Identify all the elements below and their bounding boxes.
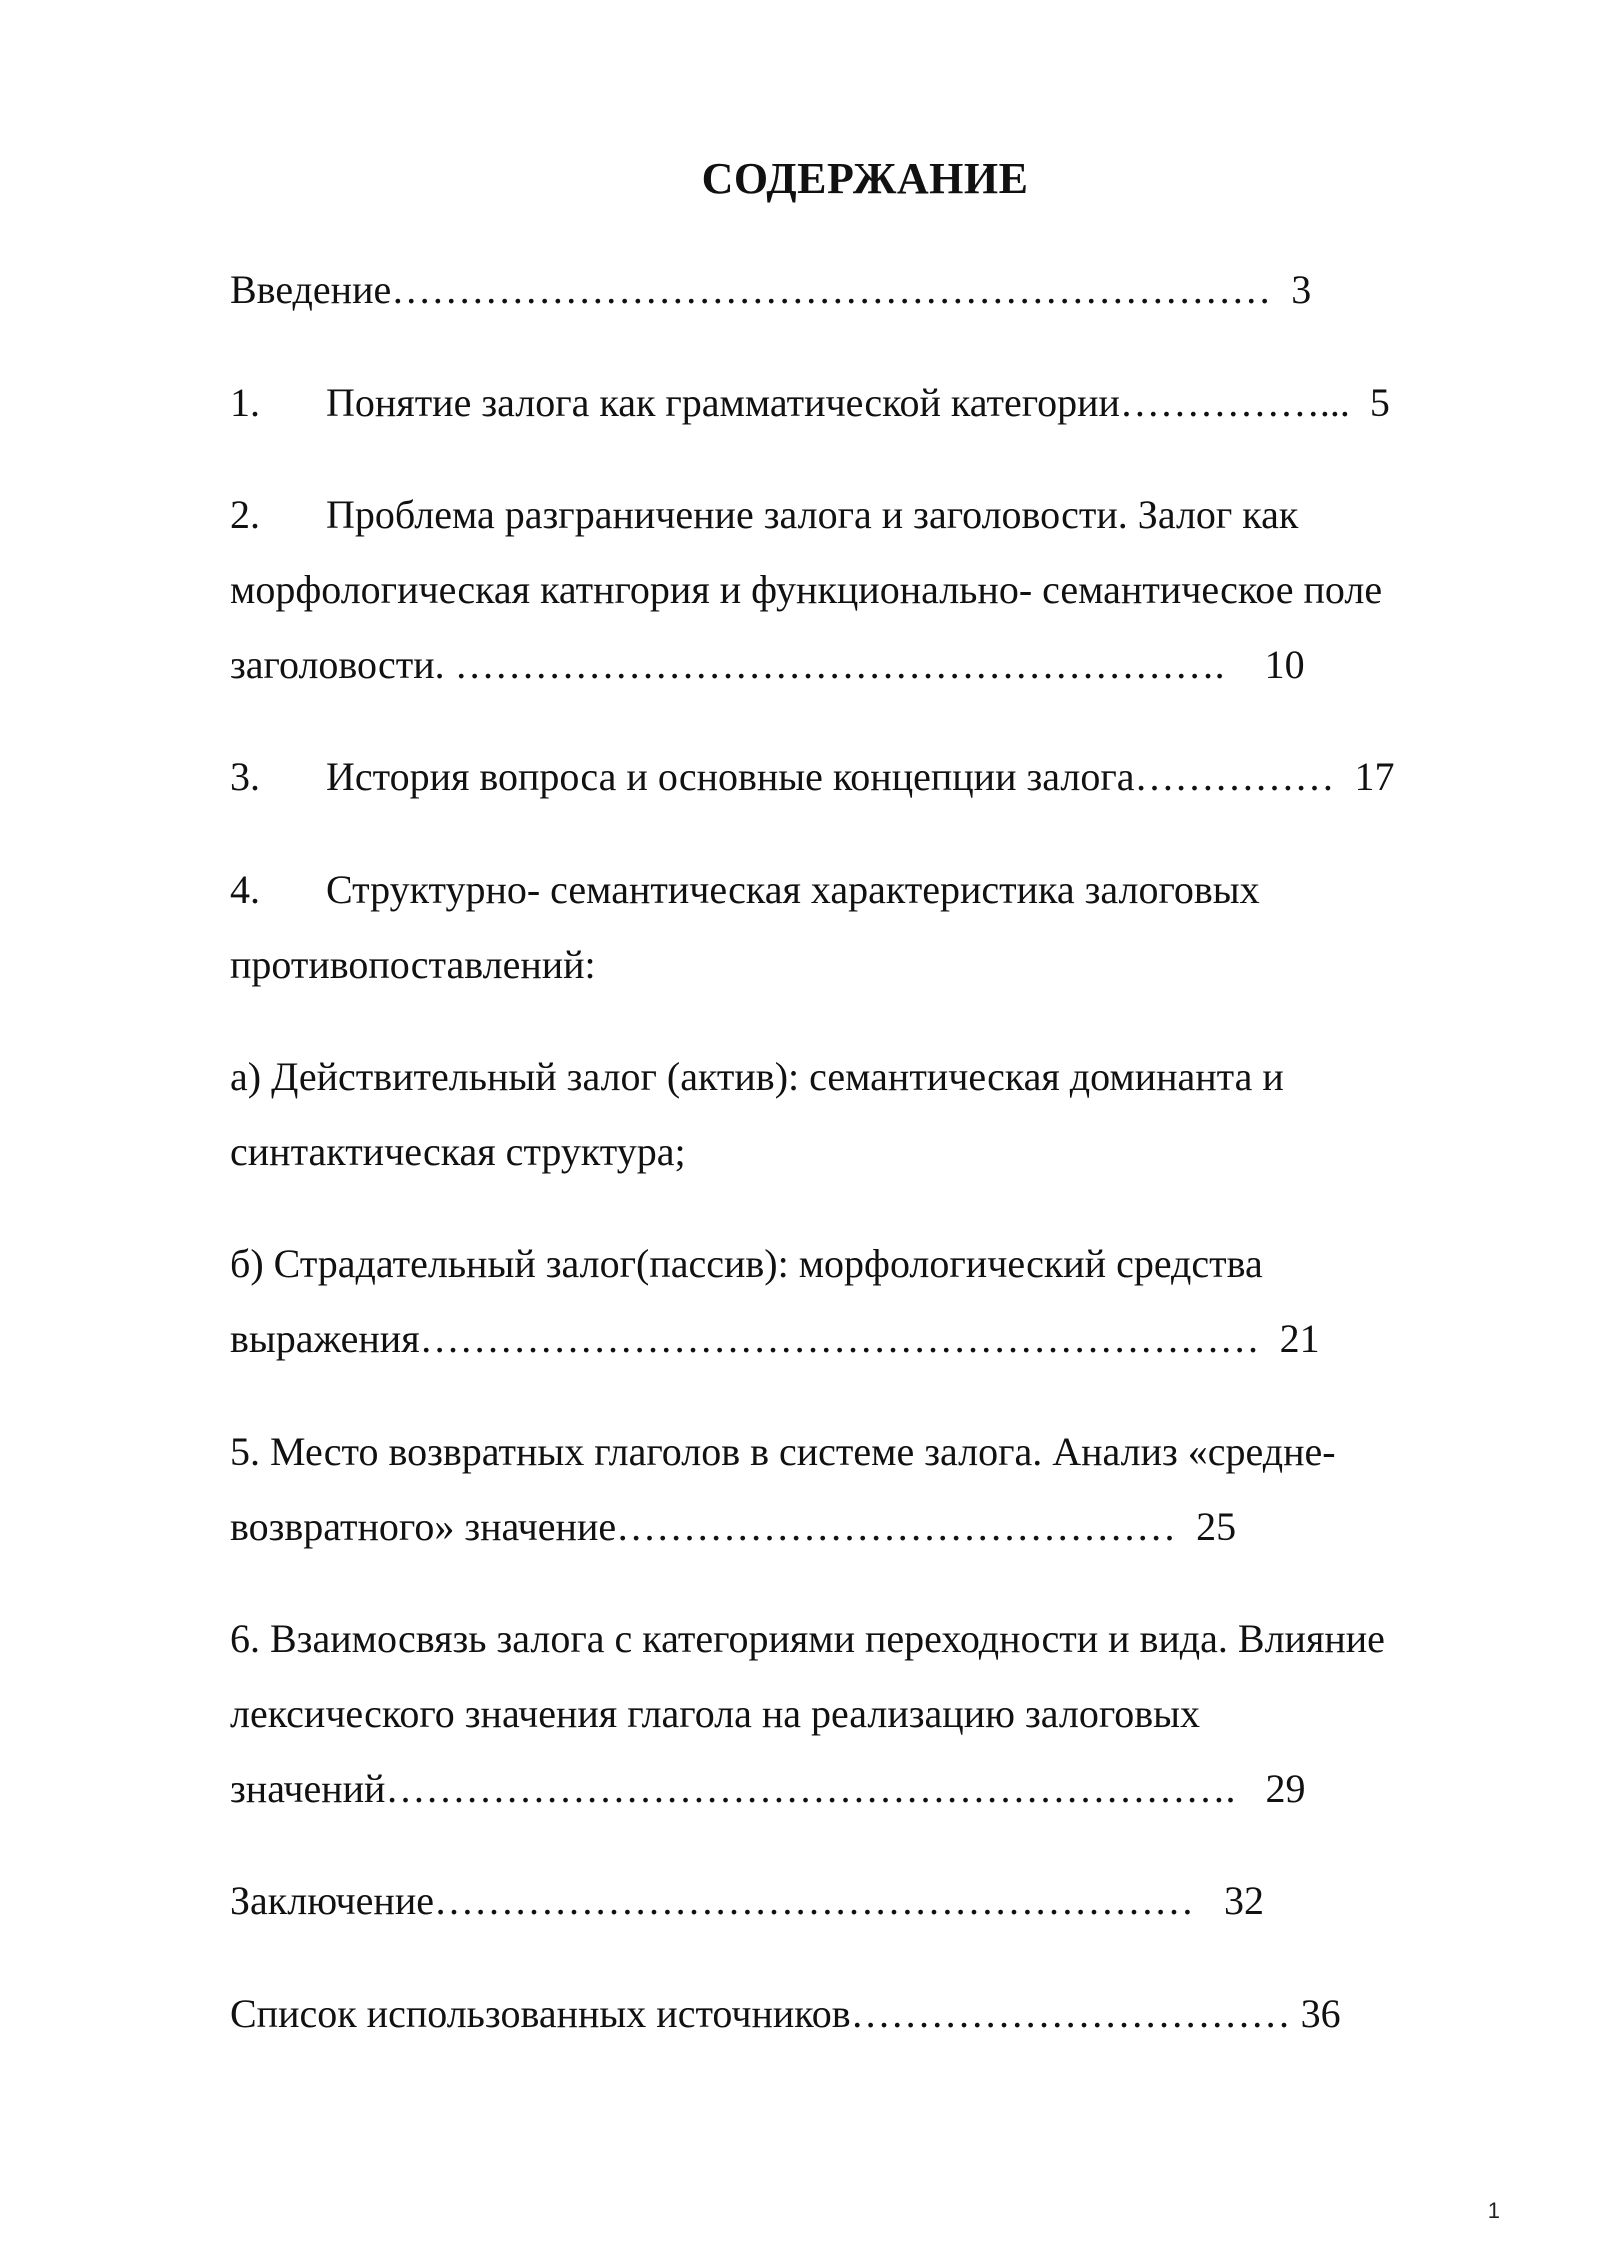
document-title: СОДЕРЖАНИЕ	[701, 154, 1029, 203]
toc-section-4a-line-2: синтактическая структура;	[230, 1129, 686, 1174]
toc-section-5-line-1: 5. Место возвратных глаголов в системе залога. Анализ «средне-	[230, 1429, 1336, 1474]
toc-section-6-line-1: 6. Взаимосвязь залога с категориями переходности и вида. Влияние	[230, 1616, 1385, 1661]
toc-section-4-text: Структурно- семантическая характеристика залоговых	[326, 867, 1260, 912]
toc-section-1	[230, 378, 1390, 428]
page-number: 1	[1487, 2198, 1500, 2223]
toc-section-2-text: Проблема разграничение залога и заголовости. Залог как	[326, 492, 1299, 537]
toc-section-4a-line-1: а) Действительный залог (актив): семантическая доминанта и	[230, 1054, 1284, 1099]
toc-section-4-number: 4.	[230, 867, 260, 912]
toc-conclusion: Заключение………………………………………………… 32	[230, 1878, 1264, 1923]
toc-section-2-line-1	[230, 490, 1298, 540]
toc-section-6-line-2: лексического значения глагола на реализацию залоговых	[230, 1691, 1201, 1736]
toc-section-4b-line-1: б) Страдательный залог(пассив): морфологический средства	[230, 1241, 1263, 1286]
toc-section-4b-line-2: выражения……………………………………………………… 21	[230, 1316, 1320, 1361]
toc-intro: Введение………………………………………………………… 3	[230, 267, 1312, 312]
toc-section-4-line-2: противопоставлений:	[230, 942, 596, 987]
toc-section-2-line-3: заголовости. …………………………………………………. 10	[230, 642, 1305, 687]
toc-section-6-line-3: значений………………………………………………………. 29	[230, 1766, 1306, 1811]
toc-section-2-number: 2.	[230, 492, 260, 537]
toc-sources: Список использованных источников…………………………… 36	[230, 1991, 1341, 2036]
toc-section-3-text: История вопроса и основные концепции залога…………… 17	[326, 754, 1395, 799]
toc-section-5-line-2: возвратного» значение…………………………………… 25	[230, 1504, 1237, 1549]
toc-section-3	[230, 752, 1395, 802]
toc-section-1-number: 1.	[230, 380, 260, 425]
toc-section-1-text: Понятие залога как грамматической категории……………... 5	[326, 380, 1390, 425]
toc-section-4-line-1	[230, 865, 1260, 915]
toc-section-3-number: 3.	[230, 754, 260, 799]
toc-section-2-line-2: морфологическая катнгория и функционально- семантическое поле	[230, 567, 1383, 612]
